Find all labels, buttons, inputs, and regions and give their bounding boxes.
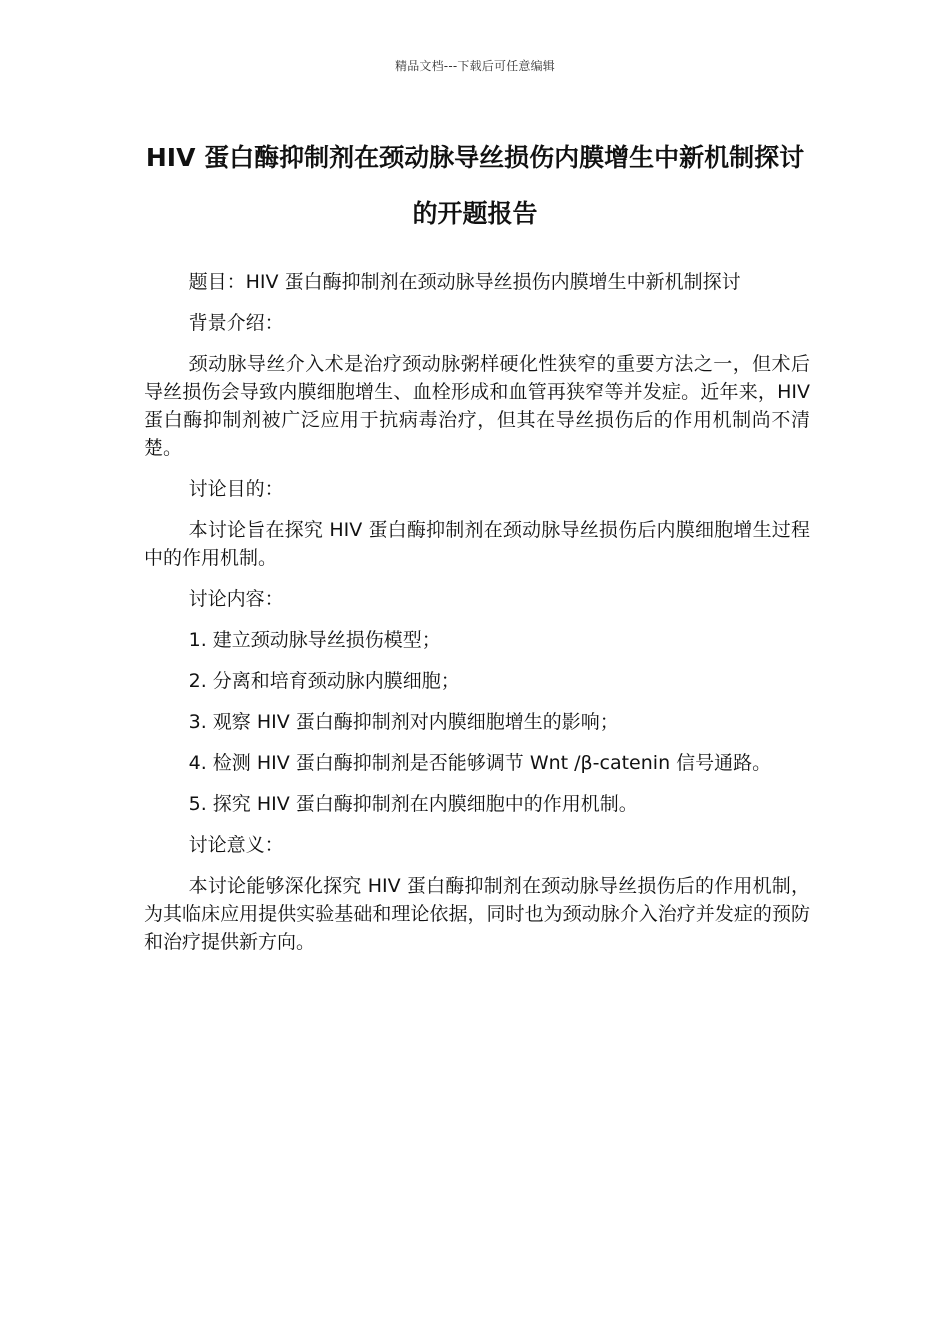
- significance-paragraph: 本讨论能够深化探究 HIV 蛋白酶抑制剂在颈动脉导丝损伤后的作用机制，为其临床应用提供实验基础和理论依据，同时也为颈动脉介入治疗并发症的预防和治疗提供新方向。: [144, 875, 810, 953]
- purpose-heading: 讨论目的：: [188, 478, 284, 500]
- background-paragraph: 颈动脉导丝介入术是治疗颈动脉粥样硬化性狭窄的重要方法之一，但术后导丝损伤会导致内膜细胞增生、血栓形成和血管再狭窄等并发症。近年来，HIV 蛋白酶抑制剂被广泛应用于抗病毒治疗，但其在导丝损伤后的作用机制尚不清楚。: [144, 353, 810, 459]
- content-item-2: 2. 分离和培育颈动脉内膜细胞；: [188, 670, 460, 692]
- topic-paragraph: 题目：HIV 蛋白酶抑制剂在颈动脉导丝损伤内膜增生中新机制探讨: [188, 271, 741, 293]
- document-body: [144, 268, 810, 969]
- content-item-5: 5. 探究 HIV 蛋白酶抑制剂在内膜细胞中的作用机制。: [188, 793, 638, 815]
- page-header-note: 精品文档---下载后可任意编辑: [395, 59, 555, 73]
- content-item-1: 1. 建立颈动脉导丝损伤模型；: [188, 629, 441, 651]
- significance-heading: 讨论意义：: [188, 834, 284, 856]
- purpose-paragraph: 本讨论旨在探究 HIV 蛋白酶抑制剂在颈动脉导丝损伤后内膜细胞增生过程中的作用机制。: [144, 519, 810, 569]
- content-item-4: 4. 检测 HIV 蛋白酶抑制剂是否能够调节 Wnt /β-catenin 信号通路。: [188, 752, 772, 774]
- background-heading: 背景介绍：: [188, 312, 284, 334]
- content-item-3: 3. 观察 HIV 蛋白酶抑制剂对内膜细胞增生的影响；: [188, 711, 619, 733]
- document-title: HIV 蛋白酶抑制剂在颈动脉导丝损伤内膜增生中新机制探讨的开题报告: [145, 143, 805, 228]
- content-heading: 讨论内容：: [188, 588, 284, 610]
